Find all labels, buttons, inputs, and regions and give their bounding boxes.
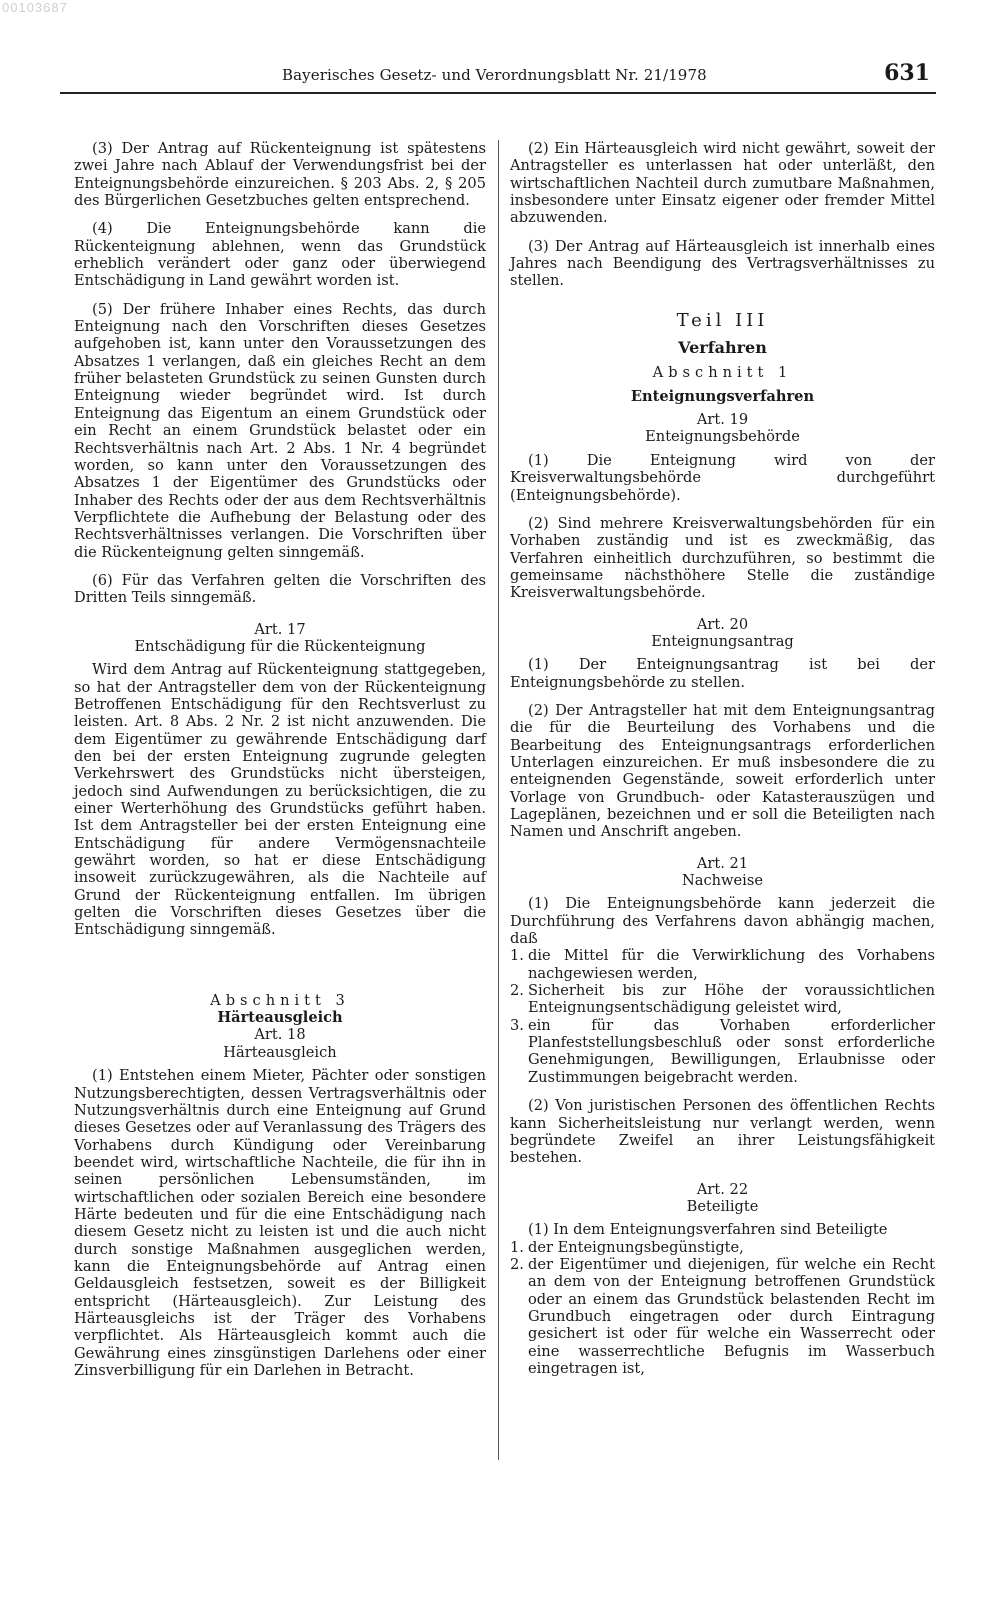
article-title: Beteiligte [686,1197,759,1215]
list-item: 1. die Mittel für die Verwirklichung des Vorhabens nachgewiesen werden, [510,947,935,982]
paragraph: (6) Für das Verfahren gelten die Vorschriften des Dritten Teils sinngemäß. [74,571,486,607]
list-item: 1. der Enteignungsbegünstigte, [510,1238,744,1256]
paragraph: (3) Der Antrag auf Rückenteignung ist spätestens zwei Jahre nach Ablauf der Verwendungsfrist bei der Enteignungsbehörde einzureichen. § 203 Abs. 2, § 205 des Bürgerlichen Gesetzbuches gelten entsprechend. [74,140,486,210]
paragraph: (3) Der Antrag auf Härteausgleich ist innerhalb eines Jahres nach Beendigung des Vertragsverhältnisses zu stellen. [510,237,935,290]
list-item: 2. Sicherheit bis zur Höhe der voraussichtlichen Enteignungsentschädigung geleistet wird, [510,982,935,1017]
numbered-list [510,947,935,1086]
numbered-list [510,1239,935,1378]
publication-title: Bayerisches Gesetz- und Verordnungsblatt Nr. 21/1978 [282,66,707,84]
article-number: Art. 17 [254,620,306,638]
paragraph: (4) Die Enteignungsbehörde kann die Rückenteignung ablehnen, wenn das Grundstück erheblich verändert oder ganz oder überwiegend Entschädigung in Land gewährt worden ist. [74,220,486,290]
article-number: Art. 22 [696,1180,749,1198]
section-heading: Abschnitt 3 [210,991,350,1009]
archive-stamp: 00103687 [2,0,68,15]
article-title: Nachweise [682,872,763,890]
column-divider [498,140,499,1460]
paragraph: (1) In dem Enteignungsverfahren sind Beteiligte [528,1221,888,1239]
article-number: Art. 21 [696,854,749,872]
paragraph: Wird dem Antrag auf Rückenteignung stattgegeben, so hat der Antragsteller dem von der Rückenteignung Betroffenen Entschädigung für den Rechtsverlust zu leisten. Art. 8 Abs. 2 Nr. 2 ist nicht anzuwenden. Die dem Eigentümer zu gewährende Entschädigung darf den bei der ersten Enteignung zugrunde gelegten Verkehrswert des Grundstücks nicht übersteigen, jedoch sind Aufwendungen zu berücksichtigen, die zu einer Werterhöhung des Grundstücks geführt haben. Ist dem Antragsteller bei der ersten Enteignung eine Entschädigung für andere Vermögensnachteile gewährt worden, so hat er diese Entschädigung insoweit zurückzugewähren, als die Nachteile auf Grund der Rückenteignung entfallen. Im übrigen gelten die Vorschriften dieses Gesetzes über die Entschädigung sinngemäß. [74,661,486,939]
article-number: Art. 18 [254,1026,306,1044]
running-header [60,60,936,94]
part-title: Verfahren [678,338,767,358]
article-title: Enteignungsantrag [651,632,794,650]
paragraph: (2) Von juristischen Personen des öffentlichen Rechts kann Sicherheitsleistung nur verlangt werden, wenn begründete Zweifel an ihrer Leistungsfähigkeit bestehen. [510,1097,935,1167]
section-title: Enteignungsverfahren [630,387,815,405]
list-item: 3. ein für das Vorhaben erforderlicher Planfeststellungsbeschluß oder sonst erforderliche Genehmigungen, Bewilligungen, Erlaubnisse oder Zustimmungen beigebracht werden. [510,1016,935,1086]
list-item: 2. der Eigentümer und diejenigen, für welche ein Recht an dem von der Enteignung betroffenen Grundstück oder an einem das Grundstück belastenden Recht im Grundbuch eingetragen oder durch Eintragung gesichert ist oder für welche ein Wasserrecht oder eine wasserrechtliche Befugnis im Wasserbuch eingetragen ist, [510,1255,935,1377]
paragraph: (2) Ein Härteausgleich wird nicht gewährt, soweit der Antragsteller es unterlassen hat oder unterläßt, den wirtschaftlichen Nachteil durch zumutbare Maßnahmen, insbesondere unter Einsatz eigener oder fremder Mittel abzuwenden. [510,140,935,227]
left-column [74,140,486,1390]
paragraph: (2) Der Antragsteller hat mit dem Enteignungsantrag die für die Beurteilung des Vorhabens und die Bearbeitung des Enteignungsantrags erforderlichen Unterlagen einzureichen. Er muß insbesondere die zu enteignenden Gegenstände, soweit erforderlich unter Vorlage von Grundbuch- oder Katasterauszügen und Lageplänen, bezeichnen und er soll die Beteiligten nach Namen und Anschrift angeben. [510,701,935,841]
page-number: 631 [884,60,930,86]
section-title: Härteausgleich [217,1009,343,1027]
article-number: Art. 19 [696,411,749,429]
paragraph: (5) Der frühere Inhaber eines Rechts, das durch Enteignung nach den Vorschriften dieses Gesetzes aufgehoben ist, kann unter den Voraussetzungen des Absatzes 1 verlangen, daß ein gleiches Recht an dem früher belasteten Grundstück zu seinen Gunsten durch Enteignung wieder begründet wird. Ist durch Enteignung das Eigentum an einem Grundstück oder ein Recht an einem Grundstück belastet oder ein Rechtsverhältnis nach Art. 2 Abs. 1 Nr. 4 begründet worden, so kann unter den Voraussetzungen des Absatzes 1 der Eigentümer des Grundstücks oder Inhaber des Rechts oder der aus dem Rechtsverhältnis Verpflichtete die Aufhebung der Belastung oder des Rechtsverhältnisses verlangen. Die Vorschriften über die Rückenteignung gelten sinngemäß. [74,300,486,561]
paragraph: (2) Sind mehrere Kreisverwaltungsbehörden für ein Vorhaben zuständig und ist es zweckmäßig, das Verfahren einheitlich durchzuführen, so bestimmt die gemeinsame nächsthöhere Stelle die zuständige Kreisverwaltungsbehörde. [510,514,935,602]
article-title: Härteausgleich [223,1043,337,1061]
paragraph: (1) Die Enteignung wird von der Kreisverwaltungsbehörde durchgeführt (Enteignungsbehörde). [510,451,935,504]
paragraph: (1) Die Enteignungsbehörde kann jederzeit die Durchführung des Verfahrens davon abhängig machen, daß [510,895,935,948]
right-column [510,140,935,1388]
paragraph: (1) Der Enteignungsantrag ist bei der Enteignungsbehörde zu stellen. [510,656,935,691]
article-title: Entschädigung für die Rückenteignung [134,637,426,655]
paragraph: (1) Entstehen einem Mieter, Pächter oder sonstigen Nutzungsberechtigten, dessen Vertragsverhältnis oder Nutzungsverhältnis durch eine Enteignung auf Grund dieses Gesetzes oder auf Veranlassung des Trägers des Vorhabens durch Kündigung oder Vereinbarung beendet wird, wirtschaftliche Nachteile, die für ihn in seinen persönlichen Lebensumständen, im wirtschaftlichen oder sozialen Bereich eine besondere Härte bedeuten und für die eine Entschädigung nach diesem Gesetz nicht zu leisten ist und die auch nicht durch sonstige Maßnahmen ausgeglichen werden, kann die Enteignungsbehörde auf Antrag einen Geldausgleich festsetzen, soweit es der Billigkeit entspricht (Härteausgleich). Zur Leistung des Härteausgleichs ist der Träger des Vorhabens verpflichtet. Als Härteausgleich kommt auch die Gewährung eines zinsgünstigen Darlehens oder einer Zinsverbilligung für ein Darlehen in Betracht. [74,1067,486,1379]
part-heading: Teil III [676,309,769,331]
article-title: Enteignungsbehörde [645,428,800,446]
section-heading: Abschnitt 1 [652,364,793,382]
article-number: Art. 20 [696,615,749,633]
